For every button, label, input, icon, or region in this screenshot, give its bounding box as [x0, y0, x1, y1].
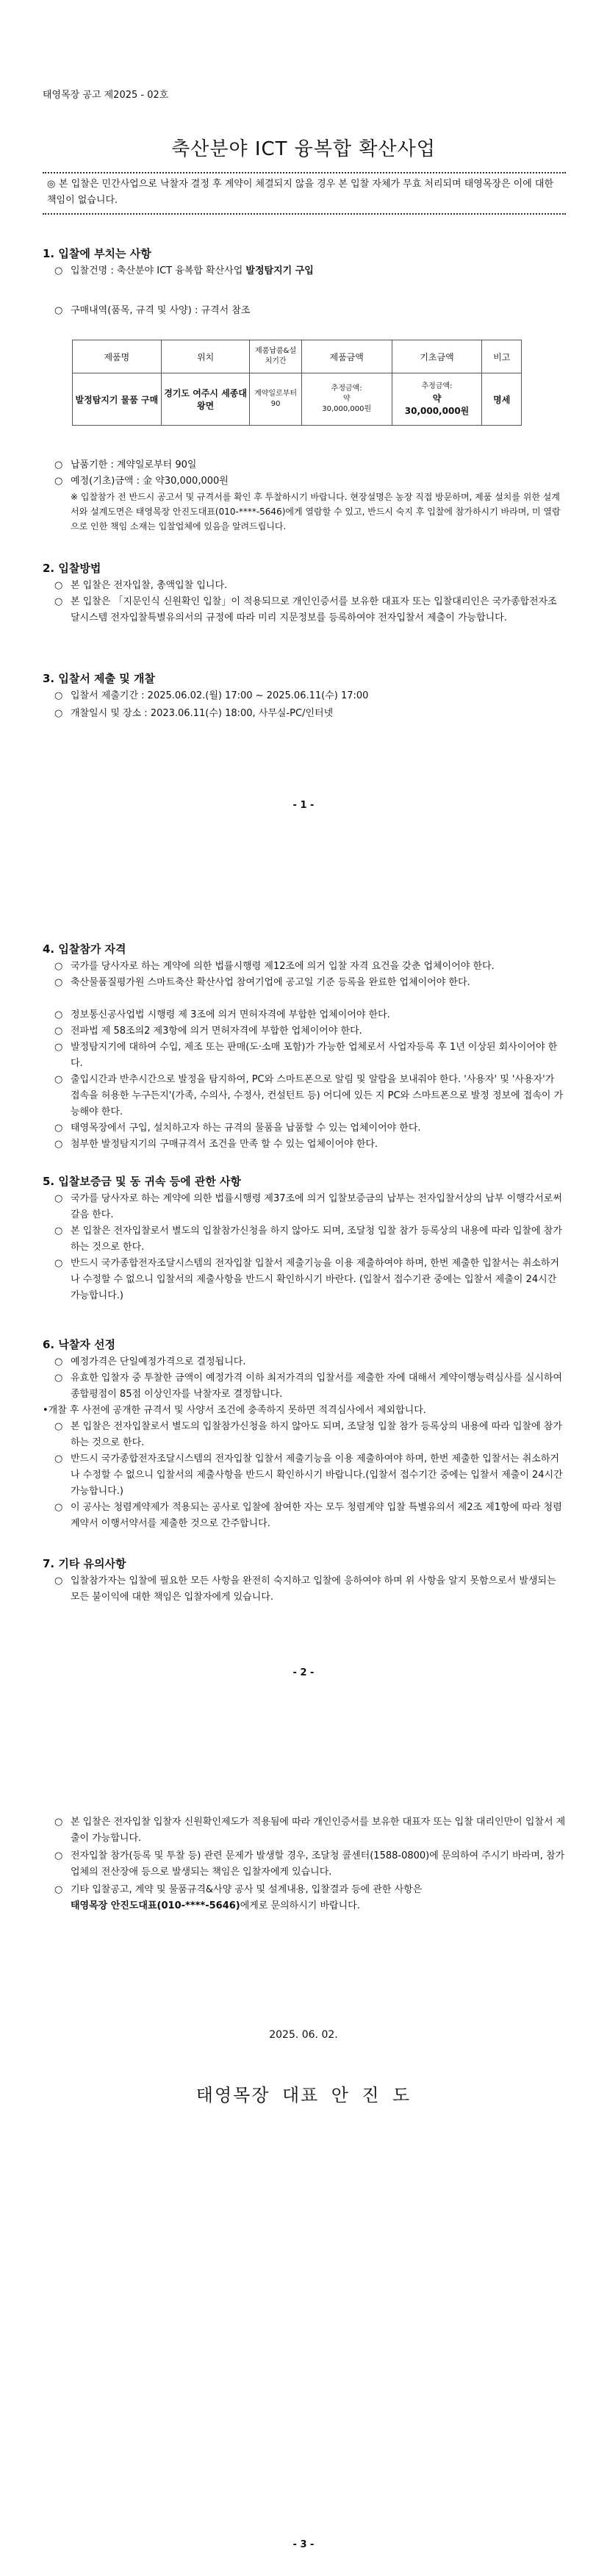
list-item: ○ 본 입찰은 전자입찰로서 별도의 입찰참가신청을 하지 않아도 되며, 조달청 입찰 참가 등록상의 내용에 따라 입찰에 참가하는 것으로 한다. — [54, 1421, 562, 1448]
section-heading-7: 7. 기타 유의사항 — [43, 1557, 126, 1570]
list-item: ○ 본 입찰은 전자입찰로서 별도의 입찰참가신청을 하지 않아도 되며, 조달청 입찰 참가 등록상의 내용에 따라 입찰에 참가하는 것으로 한다. — [54, 1226, 562, 1253]
list-item: ○ 입찰참가자는 입찰에 필요한 모든 사항을 완전히 숙지하고 입찰에 응하여야 하며 위 사항을 알지 못함으로서 발생되는 모든 불이익에 대한 책임은 입찰자에게 있습니다. — [54, 1575, 556, 1603]
spec-table — [72, 340, 522, 426]
list-item: ○ 납품기한 : 계약일로부터 90일 — [54, 459, 197, 471]
page-title: 축산분야 ICT 융복합 확산사업 — [171, 138, 436, 160]
list-item: ○ 전자입찰 참가(등록 및 투찰 등) 관련 문제가 발생할 경우, 조달청 콜센터(1588-0800)에 문의하여 주시기 바라며, 참가 업체의 전산장애 등으로 발생되는 책임은 입찰자에게 있습니다. — [54, 1850, 565, 1878]
section-heading-5: 5. 입찰보증금 및 동 귀속 등에 관한 사항 — [43, 1175, 242, 1188]
page-number: - 1 - — [292, 800, 315, 811]
table-cell-base: 추정금액: 약 30,000,000원 — [392, 373, 482, 426]
signature-line: 태영목장 대표 안 진 도 — [195, 2085, 412, 2105]
list-item: ○ 입찰서 제출기간 : 2025.06.02.(월) 17:00 ~ 2025.06.11(수) 17:00 — [54, 690, 369, 701]
section-heading-2: 2. 입찰방법 — [43, 562, 101, 575]
page-number: - 3 - — [292, 2539, 315, 2550]
list-item: ○ 반드시 국가종합전자조달시스템의 전자입찰 입찰서 제출기능을 이용 제출하여야 하며, 한번 제출한 입찰서는 취소하거나 수정할 수 없으니 입찰서의 제출사항을 반드시 확인하시기 바란다. (입찰서 접수기관 중에는 입찰서 제출이 24시간 가능합니다.) — [54, 1258, 559, 1301]
evaluation-note: •개찰 후 사전에 공개한 규격서 및 사양서 조건에 충족하지 못하면 적격심사에서 제외합니다. — [43, 1405, 426, 1416]
list-item: ○ 개찰일시 및 장소 : 2023.06.11(수) 18:00, 사무실-PC/인터넷 — [54, 708, 334, 719]
list-item: ○ 본 입찰은 「지문인식 신원확인 입찰」이 적용되므로 개인인증서를 보유한 대표자 또는 입찰대리인은 국가종합전자조달시스템 전자입찰특별유의서의 규정에 따라 미리 지문정보를 등록하여야 전자입찰서 제출이 가능합니다. — [54, 596, 557, 623]
table-cell-note: 명세 — [482, 373, 522, 426]
list-item: ○ 정보통신공사업법 시행령 제 3조에 의거 면허자격에 부합한 업체이어야 한다. — [54, 1009, 390, 1020]
table-header: 제품명 — [73, 340, 162, 373]
section-heading-1: 1. 입찰에 부치는 사항 — [43, 247, 151, 260]
list-item: ○ 국가를 당사자로 하는 계약에 의한 법률시행령 제12조에 의거 입찰 자격 요건을 갖춘 업체이어야 한다. — [54, 961, 495, 972]
list-item: ○ 첨부한 발정탐지기의 구매규격서 조건을 만족 할 수 있는 업체이어야 한다. — [54, 1139, 378, 1150]
list-item: ○ 입찰건명 : 축산분야 ICT 융복합 확산사업 발정탐지기 구입 — [54, 265, 314, 276]
dotted-divider — [43, 172, 566, 173]
table-cell-period: 계약일로부터 90 — [250, 373, 301, 426]
table-cell-amount: 추정금액: 약 30,000,000원 — [301, 373, 392, 426]
table-header: 제품금액 — [301, 340, 392, 373]
table-header: 제품납품&설치기간 — [250, 340, 301, 373]
list-item: ○ 예정가격은 단일예정가격으로 결정됩니다. — [54, 1356, 246, 1367]
warning-note: ※ 입찰참가 전 반드시 공고서 및 규격서를 확인 후 투찰하시기 바랍니다. 현장설명은 농장 직접 방문하며, 제품 설치를 위한 설계서와 설계도면은 태영목장 안진도대표(010-****-5646)에게 열람할 수 있고, 반드시 숙지 후 입찰에 참가하시기 바라며, 미 열람으로 인한 책임 소재는 입찰업체에 있음을 알려드립니다. — [71, 492, 561, 532]
list-item: ○ 유효한 입찰자 중 투찰한 금액이 예정가격 이하 최저가격의 입찰서를 제출한 자에 대해서 계약이행능력심사를 실시하여 종합평점이 85점 이상인자를 낙찰자로 결정합니다. — [54, 1373, 563, 1400]
list-item: ○ 태영목장에서 구입, 설치하고자 하는 규격의 물품을 납품할 수 있는 업체이어야 한다. — [54, 1123, 421, 1134]
section-heading-4: 4. 입찰참가 자격 — [43, 942, 126, 956]
table-header: 비고 — [482, 340, 522, 373]
list-item: ○ 구매내역(품목, 규격 및 사양) : 규격서 참조 — [54, 305, 251, 316]
intro-note: ◎ 본 입찰은 민간사업으로 낙찰자 결정 후 계약이 체결되지 않을 경우 본 입찰 자체가 무효 처리되며 태영목장은 이에 대한 책임이 없습니다. — [47, 179, 554, 206]
section-heading-6: 6. 낙찰자 선정 — [43, 1338, 116, 1351]
list-item: ○ 본 입찰은 전자입찰, 총액입찰 입니다. — [54, 580, 228, 591]
list-item: ○ 발정탐지기에 대하여 수입, 제조 또는 판매(도·소매 포함)가 가능한 업체로서 사업자등록 후 1년 이상된 회사이어야 한다. — [54, 1042, 558, 1069]
table-header: 위치 — [161, 340, 250, 373]
contact-line: 태영목장 안진도대표(010-****-5646)에게로 문의하시기 바랍니다. — [71, 1900, 360, 1911]
list-item: ○ 축산물품질평가원 스마트축산 확산사업 참여기업에 공고일 기준 등록을 완료한 업체이어야 한다. — [54, 977, 470, 988]
list-item: ○ 본 입찰은 전자입찰 입찰자 신원확인제도가 적용됨에 따라 개인인증서를 보유한 대표자 또는 입찰 대리인만이 입찰서 제출이 가능합니다. — [54, 1817, 566, 1844]
table-header: 기초금액 — [392, 340, 482, 373]
table-cell-location: 경기도 여주시 세종대왕면 — [161, 373, 250, 426]
section-heading-3: 3. 입찰서 제출 및 개찰 — [43, 672, 155, 685]
list-item: ○ 이 공사는 청렴계약제가 적용되는 공사로 입찰에 참여한 자는 모두 청렴계약 입찰 특별유의서 제2조 제1항에 따라 청렴계약서 이행서약서를 제출한 것으로 간주합니다. — [54, 1502, 562, 1529]
list-item: ○ 반드시 국가종합전자조달시스템의 전자입찰 입찰서 제출기능을 이용 제출하여야 하며, 한번 제출한 입찰서는 취소하거나 수정할 수 없으니 입찰서의 제출사항을 반드시 확인하시기 바랍니다.(입찰서 접수기간 중에는 입찰서 제출이 24시간 가능합니다.) — [54, 1453, 563, 1497]
list-item: ○ 국가를 당사자로 하는 계약에 의한 법률시행령 제37조에 의거 입찰보증금의 납부는 전자입찰서상의 납부 이행각서로써 갈음 한다. — [54, 1193, 562, 1220]
dotted-divider — [43, 213, 566, 215]
list-item: ○ 전파법 제 58조의2 제3항에 의거 면허자격에 부합한 업체이어야 한다. — [54, 1026, 362, 1037]
list-item: ○ 출입시간과 반추시간으로 발정을 탐지하여, PC와 스마트폰으로 알림 및 알람을 보내줘야 한다. '사용자' 및 '사용자'가 접속을 허용한 누구든지'(가족, 수의사, 수정사, 컨설턴트 등) 어디에 있든 지 PC와 스마트폰으로 발정 정보에 접속이 가능해야 한다. — [54, 1074, 564, 1117]
list-item: ○ 예정(기초)금액 : 金 약30,000,000원 — [54, 476, 229, 487]
table-cell-product: 발정탐지기 물품 구매 — [73, 373, 162, 426]
list-item: ○ 기타 입찰공고, 계약 및 물품규격&사양 공사 및 설계내용, 입찰결과 등에 관한 사항은 — [54, 1884, 423, 1895]
page-number: - 2 - — [292, 1667, 315, 1678]
document-date: 2025. 06. 02. — [269, 2029, 338, 2041]
announcement-number: 태영목장 공고 제2025 - 02호 — [43, 90, 169, 101]
